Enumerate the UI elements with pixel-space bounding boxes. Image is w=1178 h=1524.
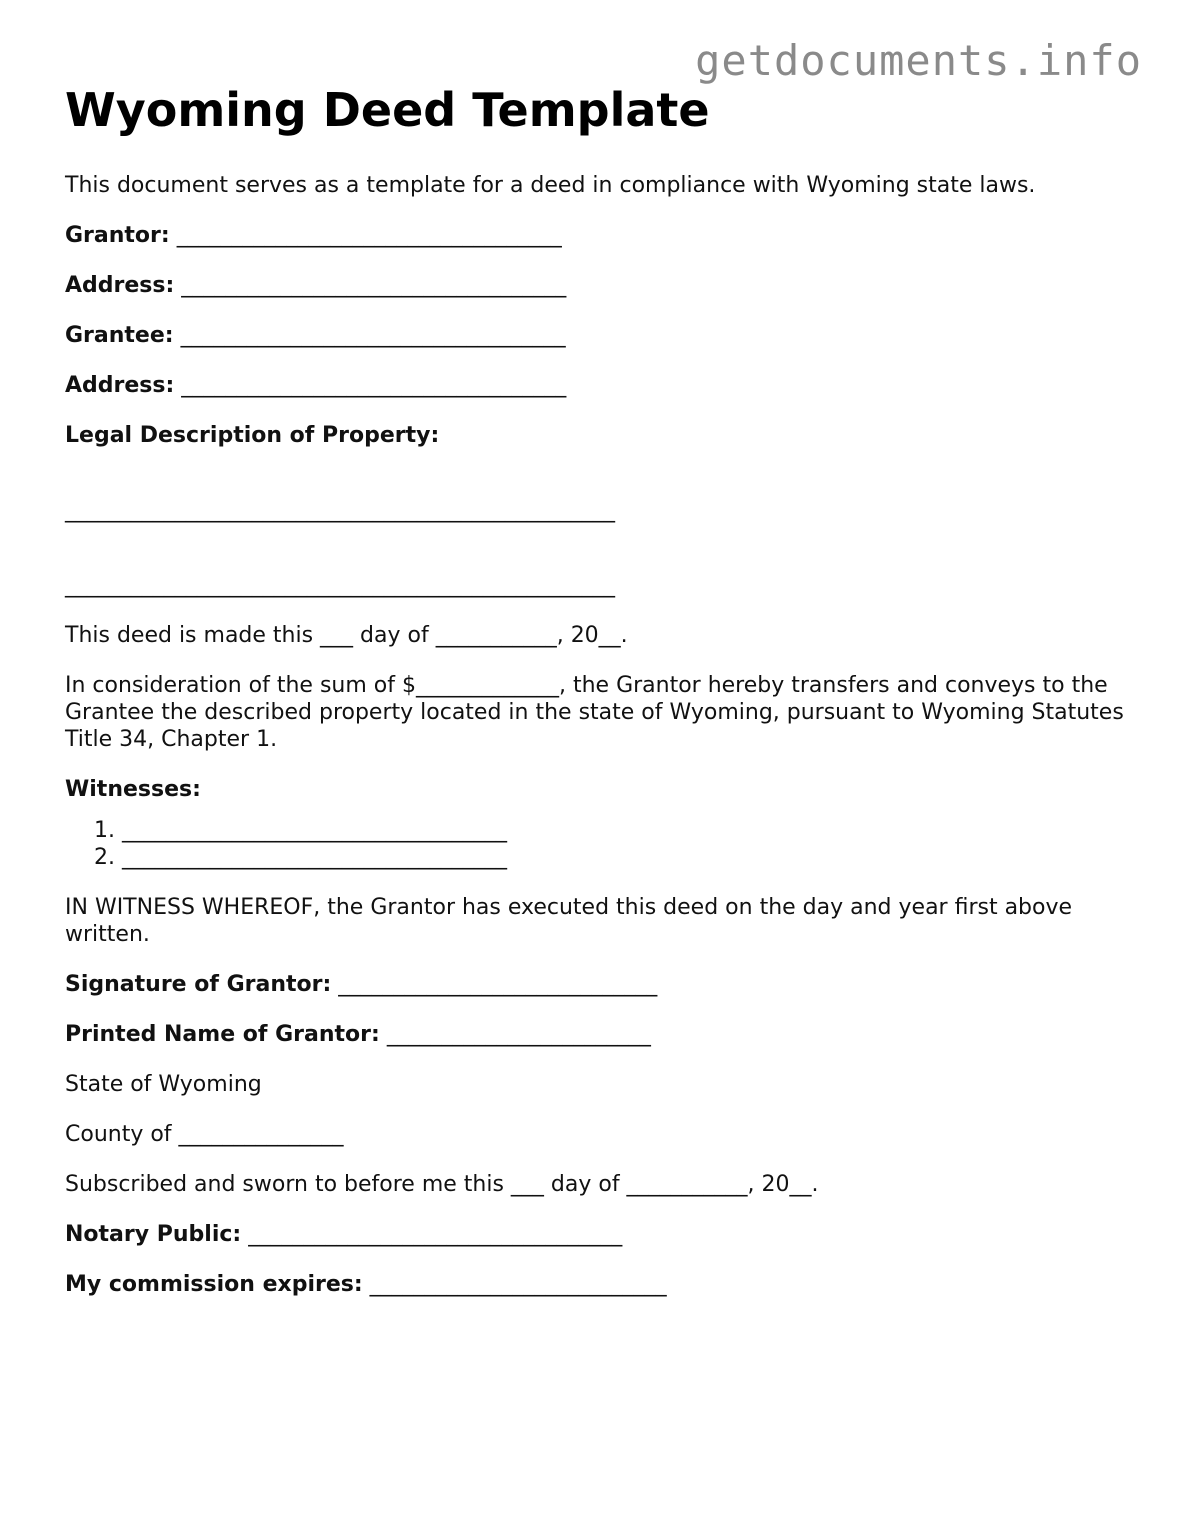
notary-label: Notary Public: <box>65 1222 242 1247</box>
document-body <box>65 82 1125 1321</box>
notary-blank[interactable]: __________________________________ <box>248 1222 623 1247</box>
signature-label: Signature of Grantor: <box>65 972 332 997</box>
legal-description-line-1[interactable]: __________________________________________________ <box>65 498 615 523</box>
printed-name-label: Printed Name of Grantor: <box>65 1022 380 1047</box>
legal-description-label: Legal Description of Property: <box>65 423 440 448</box>
whereof-paragraph: IN WITNESS WHEREOF, the Grantor has executed this deed on the day and year first above written. <box>65 895 1073 947</box>
commission-label: My commission expires: <box>65 1272 363 1297</box>
spacer <box>65 472 1125 497</box>
grantor-label: Grantor: <box>65 223 170 248</box>
consideration-paragraph: In consideration of the sum of $_____________, the Grantor hereby transfers and conveys to the Grantee the described property located in the state of Wyoming, pursuant to Wyoming Statutes Title 34, Chapter 1. <box>65 673 1124 752</box>
document-title: Wyoming Deed Template <box>65 83 710 137</box>
county-line: County of _______________ <box>65 1122 344 1147</box>
grantee-address-field <box>65 372 1125 399</box>
grantor-address-field <box>65 272 1125 299</box>
state-line: State of Wyoming <box>65 1072 262 1097</box>
grantee-blank[interactable]: ___________________________________ <box>180 323 566 348</box>
grantor-address-label: Address: <box>65 273 175 298</box>
printed-name-blank[interactable]: ________________________ <box>386 1022 651 1047</box>
witness-line-1[interactable]: 1. ___________________________________ <box>122 817 1125 844</box>
commission-field <box>65 1271 1125 1298</box>
witness-list <box>65 817 1125 871</box>
grantee-address-blank[interactable]: ___________________________________ <box>181 373 567 398</box>
signature-blank[interactable]: _____________________________ <box>338 972 658 997</box>
spacer <box>65 547 1125 572</box>
grantee-address-label: Address: <box>65 373 175 398</box>
notary-field <box>65 1221 1125 1248</box>
witness-line-2[interactable]: 2. ___________________________________ <box>122 844 1125 871</box>
witnesses-heading <box>65 776 1125 803</box>
grantor-field <box>65 222 1125 249</box>
grantee-field <box>65 322 1125 349</box>
legal-description-heading <box>65 422 1125 449</box>
intro-paragraph: This document serves as a template for a deed in compliance with Wyoming state laws. <box>65 173 1036 198</box>
sworn-clause: Subscribed and sworn to before me this ___ day of ___________, 20__. <box>65 1172 819 1197</box>
date-clause: This deed is made this ___ day of ___________, 20__. <box>65 623 628 648</box>
grantor-address-blank[interactable]: ___________________________________ <box>181 273 567 298</box>
grantee-label: Grantee: <box>65 323 174 348</box>
watermark-text: getdocuments.info <box>695 36 1142 85</box>
grantor-blank[interactable]: ___________________________________ <box>176 223 562 248</box>
commission-blank[interactable]: ___________________________ <box>369 1272 667 1297</box>
witnesses-label: Witnesses: <box>65 777 201 802</box>
legal-description-line-2[interactable]: __________________________________________________ <box>65 573 615 598</box>
signature-field <box>65 971 1125 998</box>
printed-name-field <box>65 1021 1125 1048</box>
